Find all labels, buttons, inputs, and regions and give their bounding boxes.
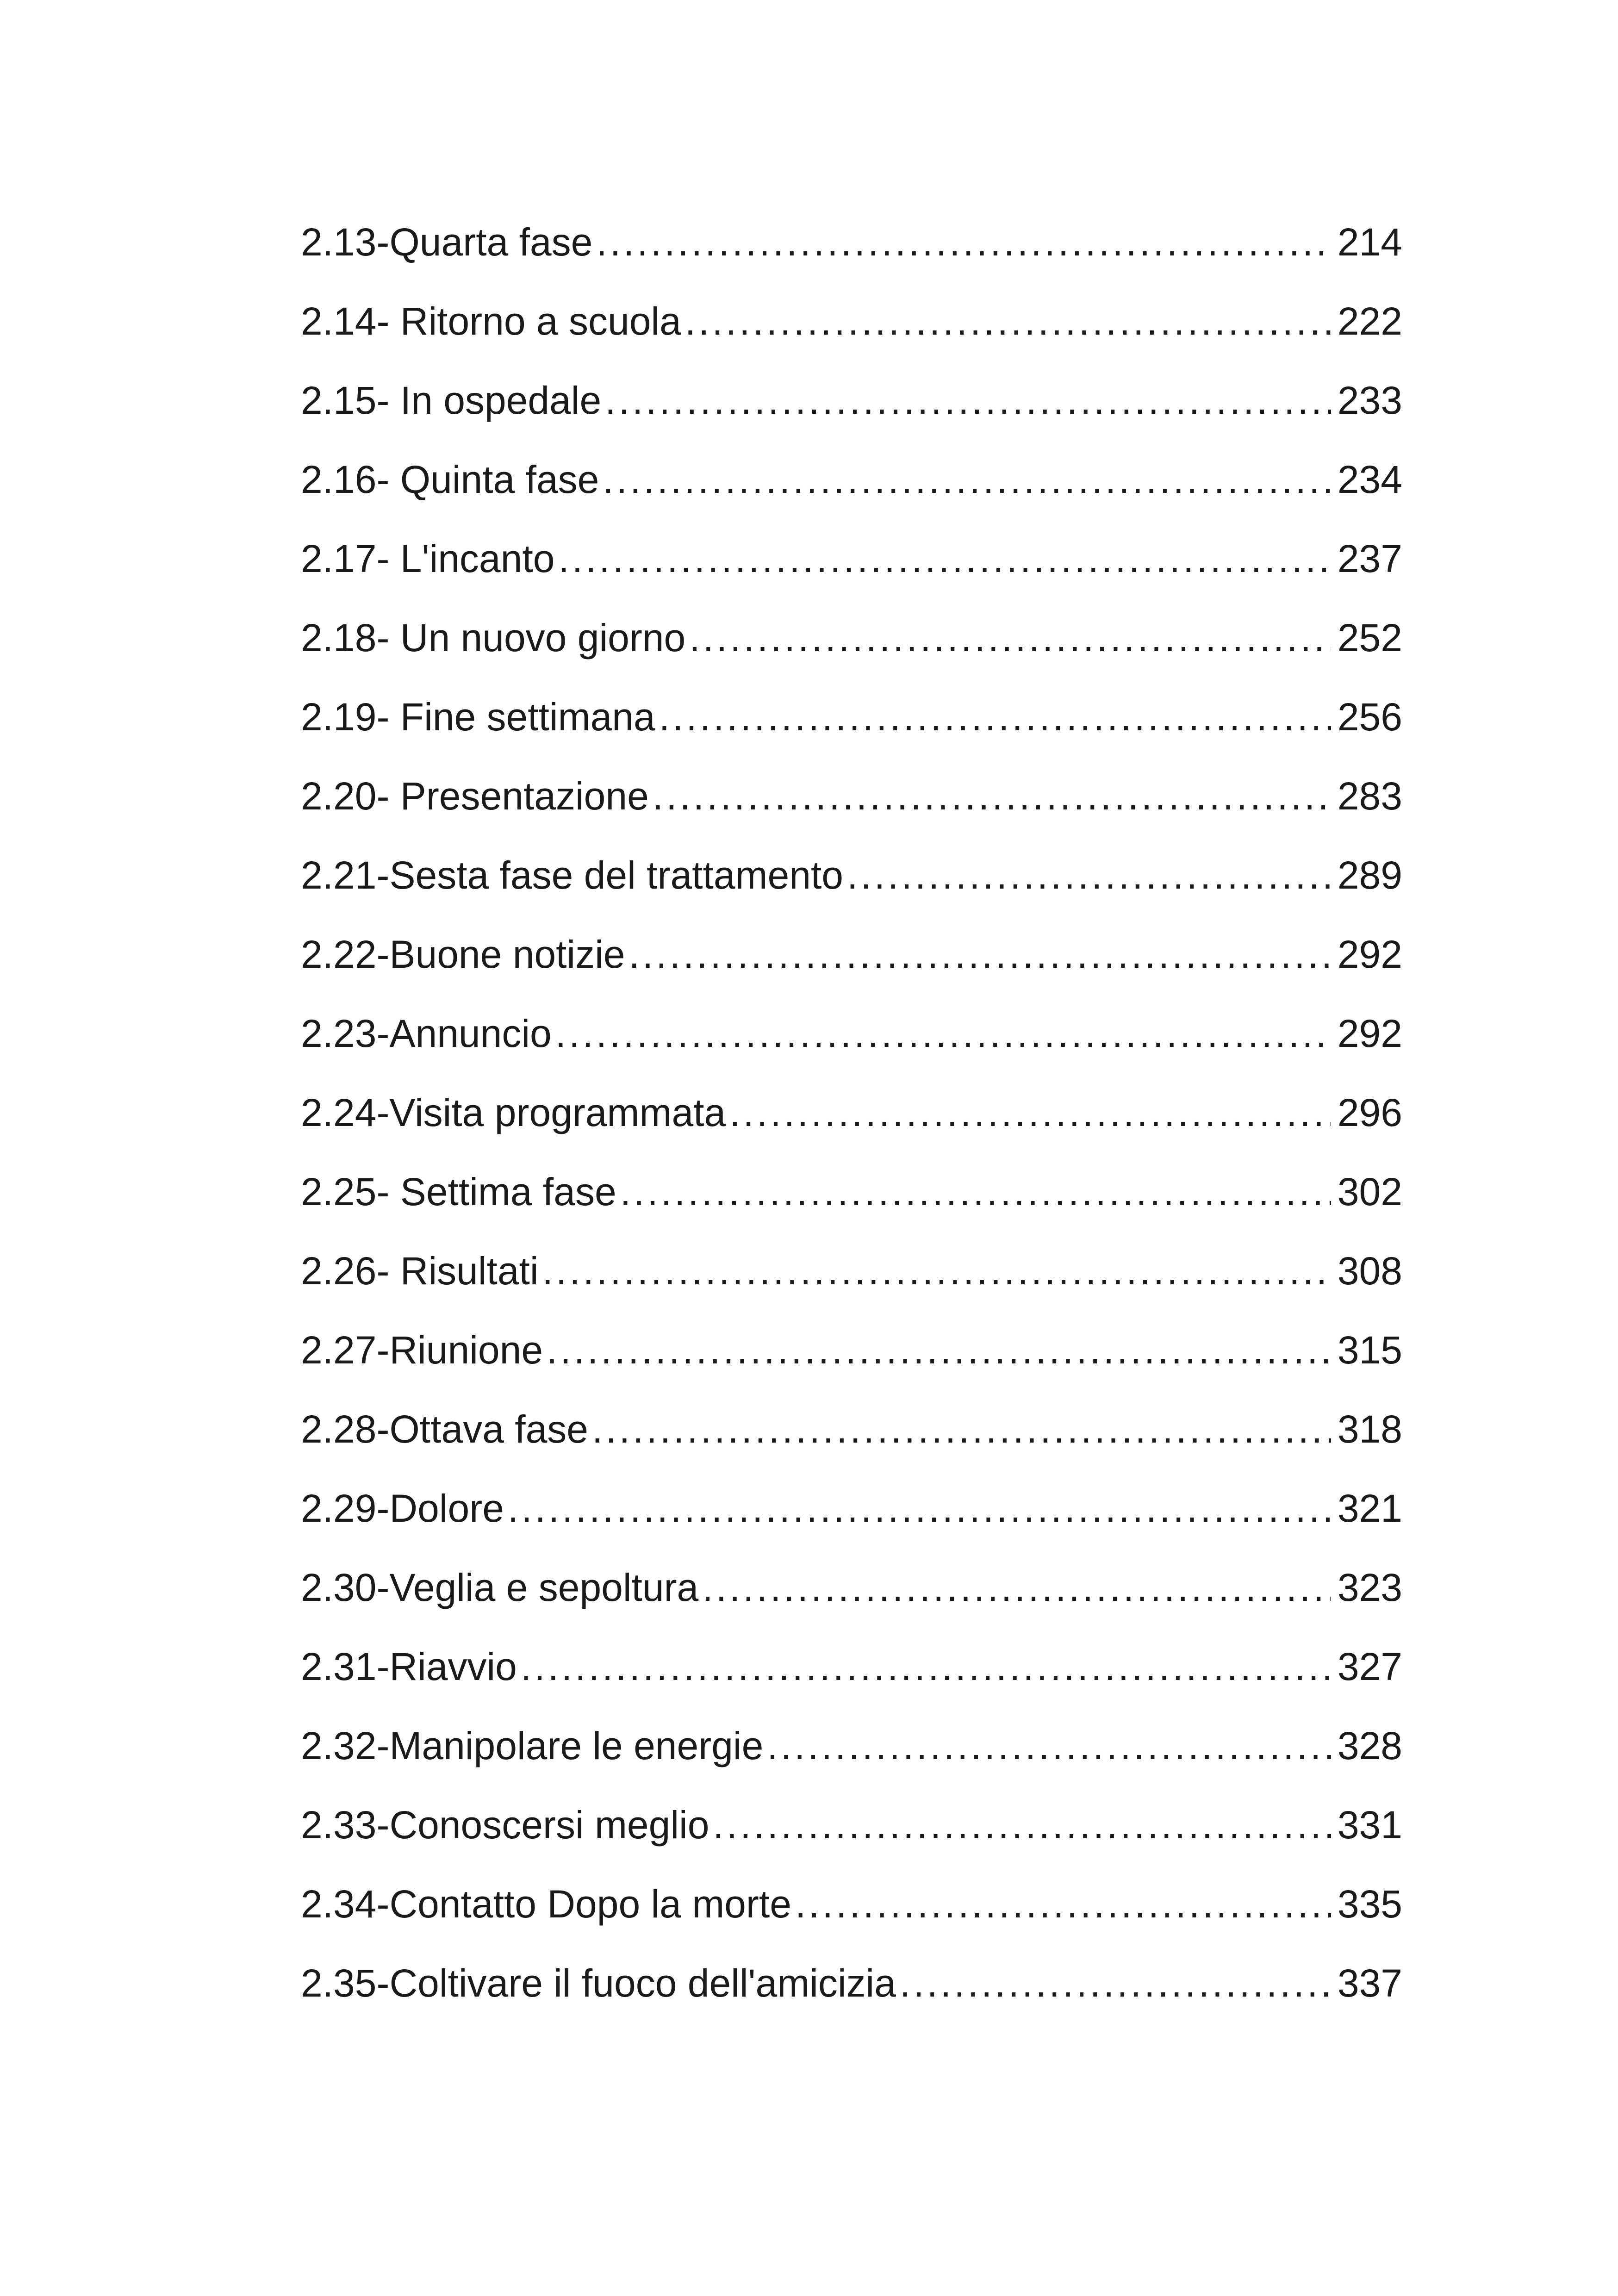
toc-entry[interactable] — [301, 1958, 1402, 2037]
toc-entry-title: 2.17- L'incanto — [301, 537, 555, 580]
dot-leader — [620, 1166, 1331, 1217]
toc-entry-page: 335 — [1337, 1882, 1402, 1926]
dot-leader — [547, 1325, 1331, 1375]
dot-leader — [629, 929, 1331, 980]
dot-leader — [767, 1720, 1331, 1771]
toc-entry-title: 2.31-Riavvio — [301, 1645, 517, 1688]
toc-entry-page: 233 — [1337, 379, 1402, 422]
dot-leader — [555, 1008, 1331, 1059]
toc-entry[interactable] — [301, 533, 1402, 612]
toc-entry[interactable] — [301, 1562, 1402, 1641]
toc-entry-title: 2.34-Contatto Dopo la morte — [301, 1882, 791, 1926]
toc-entry[interactable] — [301, 1799, 1402, 1879]
toc-entry[interactable] — [301, 691, 1402, 771]
toc-entry-title: 2.30-Veglia e sepoltura — [301, 1566, 699, 1609]
toc-entry-page: 318 — [1337, 1407, 1402, 1451]
toc-entry-page: 214 — [1337, 220, 1402, 264]
dot-leader — [689, 612, 1331, 663]
dot-leader — [521, 1641, 1331, 1692]
toc-entry[interactable] — [301, 217, 1402, 296]
toc-entry-title: 2.22-Buone notizie — [301, 933, 625, 976]
toc-entry[interactable] — [301, 1087, 1402, 1166]
toc-entry[interactable] — [301, 296, 1402, 375]
dot-leader — [542, 1245, 1331, 1296]
table-of-contents — [301, 217, 1402, 2037]
toc-entry[interactable] — [301, 1166, 1402, 1245]
toc-entry[interactable] — [301, 1720, 1402, 1799]
dot-leader — [558, 533, 1331, 584]
toc-entry-title: 2.18- Un nuovo giorno — [301, 616, 686, 660]
toc-entry[interactable] — [301, 1483, 1402, 1562]
toc-entry-page: 308 — [1337, 1249, 1402, 1293]
toc-entry-page: 256 — [1337, 695, 1402, 739]
toc-entry-page: 292 — [1337, 1012, 1402, 1055]
toc-entry-title: 2.20- Presentazione — [301, 774, 649, 818]
toc-entry-title: 2.23-Annuncio — [301, 1012, 552, 1055]
toc-entry[interactable] — [301, 1879, 1402, 1958]
toc-entry[interactable] — [301, 850, 1402, 929]
toc-entry[interactable] — [301, 1008, 1402, 1087]
toc-entry-title: 2.21-Sesta fase del trattamento — [301, 853, 844, 897]
toc-entry-page: 327 — [1337, 1645, 1402, 1688]
toc-entry-page: 315 — [1337, 1328, 1402, 1372]
toc-entry-title: 2.33-Conoscersi meglio — [301, 1803, 709, 1847]
toc-entry[interactable] — [301, 1325, 1402, 1404]
toc-entry-page: 234 — [1337, 458, 1402, 501]
toc-entry-title: 2.14- Ritorno a scuola — [301, 299, 681, 343]
toc-entry-title: 2.15- In ospedale — [301, 379, 602, 422]
dot-leader — [847, 850, 1331, 901]
toc-entry[interactable] — [301, 454, 1402, 533]
toc-entry[interactable] — [301, 612, 1402, 691]
toc-entry-page: 252 — [1337, 616, 1402, 660]
dot-leader — [592, 1404, 1331, 1455]
toc-entry[interactable] — [301, 1404, 1402, 1483]
dot-leader — [702, 1562, 1331, 1613]
toc-entry[interactable] — [301, 771, 1402, 850]
toc-entry-title: 2.35-Coltivare il fuoco dell'amicizia — [301, 1961, 896, 2005]
toc-entry-title: 2.13-Quarta fase — [301, 220, 593, 264]
toc-entry-title: 2.32-Manipolare le energie — [301, 1724, 764, 1767]
dot-leader — [596, 217, 1331, 268]
dot-leader — [508, 1483, 1331, 1534]
toc-entry-title: 2.24-Visita programmata — [301, 1091, 726, 1134]
toc-entry-title: 2.27-Riunione — [301, 1328, 543, 1372]
dot-leader — [603, 454, 1331, 505]
toc-entry-page: 292 — [1337, 933, 1402, 976]
toc-entry[interactable] — [301, 929, 1402, 1008]
toc-entry-title: 2.16- Quinta fase — [301, 458, 599, 501]
dot-leader — [653, 771, 1331, 821]
dot-leader — [900, 1958, 1331, 2009]
toc-entry-page: 302 — [1337, 1170, 1402, 1213]
toc-entry[interactable] — [301, 1245, 1402, 1325]
toc-entry-title: 2.29-Dolore — [301, 1487, 504, 1530]
dot-leader — [795, 1879, 1331, 1929]
toc-entry-page: 331 — [1337, 1803, 1402, 1847]
toc-entry-page: 328 — [1337, 1724, 1402, 1767]
dot-leader — [659, 691, 1331, 742]
toc-entry-page: 237 — [1337, 537, 1402, 580]
toc-entry-page: 323 — [1337, 1566, 1402, 1609]
toc-entry-page: 283 — [1337, 774, 1402, 818]
dot-leader — [685, 296, 1331, 347]
toc-entry-page: 289 — [1337, 853, 1402, 897]
toc-entry[interactable] — [301, 1641, 1402, 1720]
dot-leader — [713, 1799, 1331, 1850]
toc-entry-page: 222 — [1337, 299, 1402, 343]
toc-entry-page: 337 — [1337, 1961, 1402, 2005]
toc-entry-title: 2.19- Fine settimana — [301, 695, 655, 739]
toc-entry[interactable] — [301, 375, 1402, 454]
toc-entry-title: 2.25- Settima fase — [301, 1170, 616, 1213]
toc-entry-page: 296 — [1337, 1091, 1402, 1134]
toc-entry-title: 2.26- Risultati — [301, 1249, 539, 1293]
dot-leader — [729, 1087, 1331, 1138]
toc-entry-title: 2.28-Ottava fase — [301, 1407, 589, 1451]
dot-leader — [605, 375, 1331, 426]
toc-entry-page: 321 — [1337, 1487, 1402, 1530]
